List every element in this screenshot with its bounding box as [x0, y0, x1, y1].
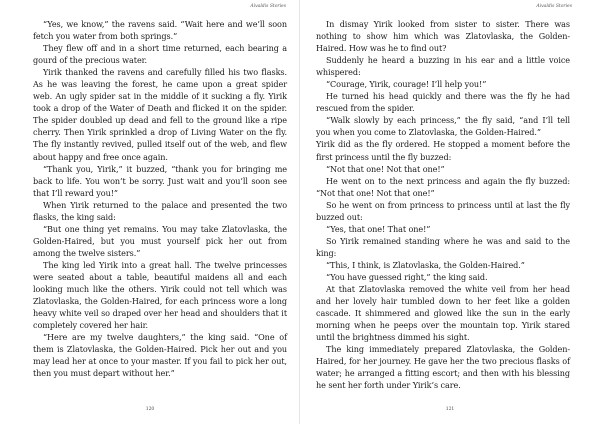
right-page [300, 0, 600, 424]
paragraph: “Not that one! Not that one!” [326, 163, 445, 174]
paragraph: “Yes, we know,” the ravens said. “Wait here and we’ll soon fetch you water from both springs.” [33, 19, 287, 42]
paragraph: They flew off and in a short time returned, each bearing a gourd of the precious water. [33, 43, 287, 66]
paragraph: At that Zlatovlaska removed the white veil from her head and her lovely hair tumbled down to her feet like a golden cascade. It shimmered and glowed like the sun in the early morning when he peeps over the mountain top. Yirik stared until the brightness dimmed his sight. [316, 284, 570, 343]
left-page-text [33, 18, 287, 379]
paragraph: So he went on from princess to princess until at last the fly buzzed out: [316, 199, 570, 222]
paragraph: “Courage, Yirik, courage! I’ll help you!” [326, 79, 487, 90]
paragraph: Yirik did as the fly ordered. He stopped a moment before the first princess until the fly buzzed: [316, 139, 570, 162]
paragraph: “Yes, that one! That one!” [326, 223, 431, 234]
paragraph: When Yirik returned to the palace and presented the two flasks, the king said: [33, 199, 287, 222]
paragraph: He went on to the next princess and again the fly buzzed: “Not that one! Not that one!” [316, 175, 570, 198]
paragraph: He turned his head quickly and there was the fly he had rescued from the spider. [316, 91, 570, 114]
paragraph: “Here are my twelve daughters,” the king said. “One of them is Zlatovlaska, the Golden-Haired. Pick her out and you may lead her at once to your master. If you fail to pick her out, then you must depart without her.” [33, 332, 287, 379]
page-number-right: 121 [445, 407, 455, 412]
paragraph: The king led Yirik into a great hall. The twelve princesses were seated about a table, beautiful maidens all and each looking much like the others. Yirik could not tell which was Zlatovlaska, the Golden-Haired, for each princess wore a long heavy white veil so draped over her head and shoulders that it completely covered her hair. [33, 259, 287, 331]
paragraph: “Walk slowly by each princess,” the fly said, “and I’ll tell you when you come to Zlatovlaska, the Golden-Haired.” [316, 115, 570, 138]
page-number-left: 120 [145, 407, 155, 412]
paragraph: The king immediately prepared Zlatovlaska, the Golden-Haired, for her journey. He gave her the two precious flasks of water; he arranged a fitting escort; and then with his blessing he sent her forth under Yirik’s care. [316, 344, 570, 391]
paragraph: Suddenly he heard a buzzing in his ear and a little voice whispered: [316, 55, 570, 78]
paragraph: Yirik thanked the ravens and carefully filled his two flasks. As he was leaving the forest, he came upon a great spider web. An ugly spider sat in the middle of it sucking a fly. Yirik took a drop of the Water of Death and flicked it on the spider. The spider doubled up dead and fell to the ground like a ripe cherry. Then Yirik sprinkled a drop of Living Water on the fly. The fly instantly revived, pulled itself out of the web, and flew about happy and free once again. [33, 67, 287, 162]
paragraph: So Yirik remained standing where he was and said to the king: [316, 235, 570, 258]
running-header-right: Aivaldis Stories [536, 4, 572, 9]
running-header-left: Aivaldis Stories [250, 4, 286, 9]
paragraph: In dismay Yirik looked from sister to sister. There was nothing to show him which was Zlatovlaska, the Golden-Haired. How was he to find out? [316, 19, 570, 54]
paragraph: “You have guessed right,” the king said. [326, 271, 488, 282]
paragraph: “This, I think, is Zlatovlaska, the Golden-Haired.” [326, 259, 525, 270]
right-page-text [316, 18, 570, 391]
paragraph: “But one thing yet remains. You may take Zlatovlaska, the Golden-Haired, but you must yourself pick her out from among the twelve sisters.” [33, 223, 287, 258]
paragraph: “Thank you, Yirik,” it buzzed, “thank you for bringing me back to life. You won’t be sorry. Just wait and you’ll soon see that I’ll reward you!” [33, 163, 287, 198]
